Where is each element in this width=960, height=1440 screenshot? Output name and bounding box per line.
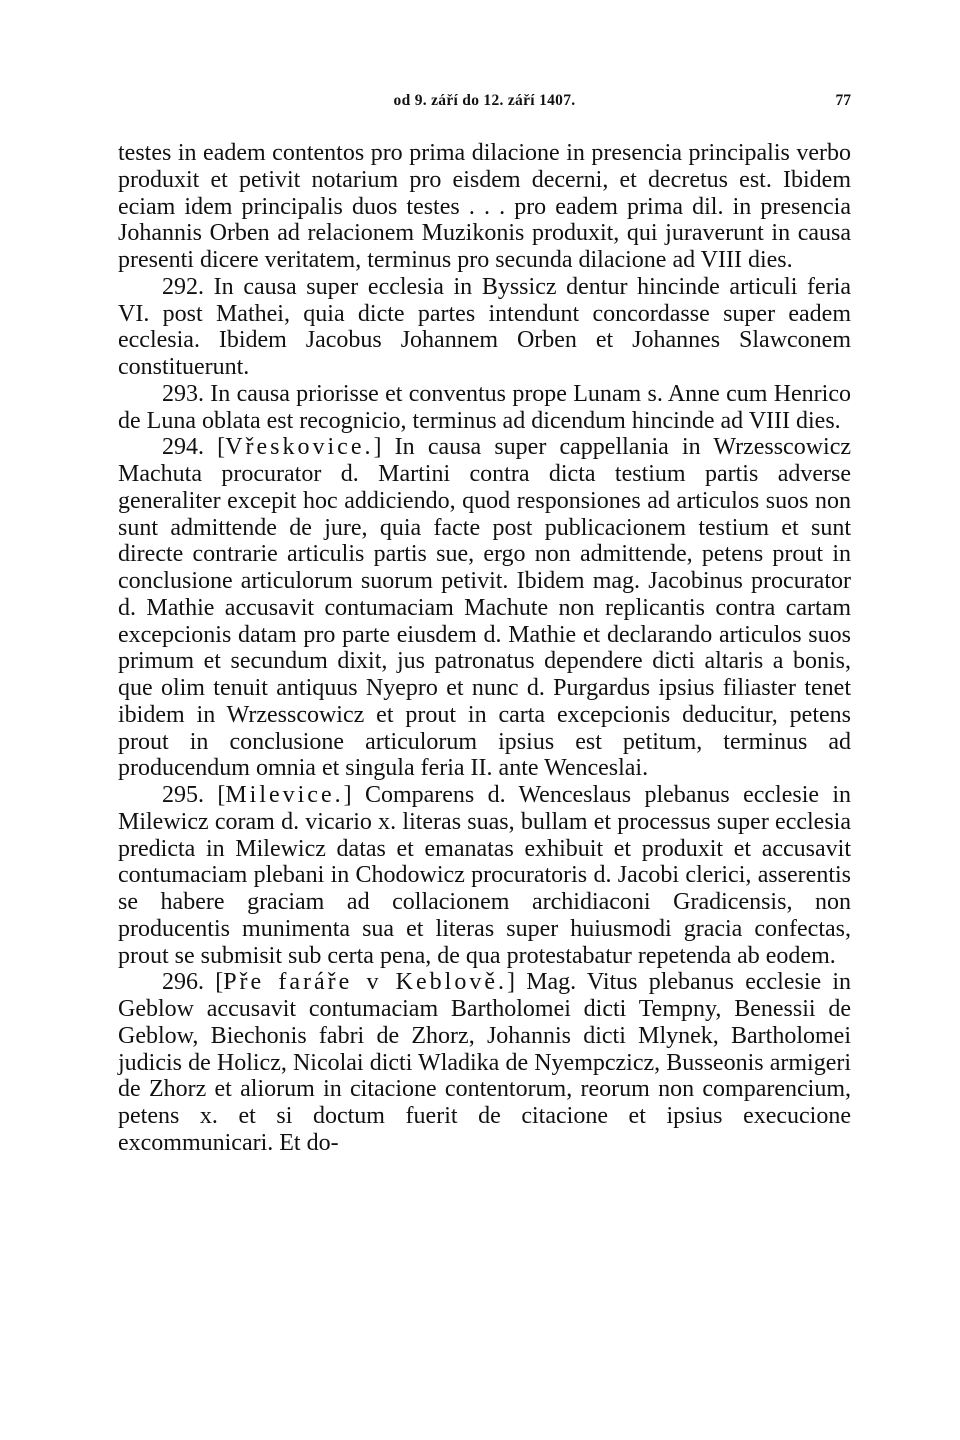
entry-296: 296. [Pře faráře v Keblově.] Mag. Vitus plebanus ecclesie in Geblow accusavit contumaciam Bartholomei dicti Tempny, Benessii de Geblow, Biechonis fabri de Zhorz, Johannis dicti Mlynek, Bartholomei judicis de Holicz, Nicolai dicti Wladika de Nyempczicz, Busseonis armigeri de Zhorz et aliorum in citacione contentorum, reorum non comparencium, petens x. et si doctum fuerit de citacione et ipsius execucione excommunicari. Et do- — [118, 969, 851, 1156]
entry-number: 292. — [162, 273, 204, 300]
entry-293 — [118, 381, 851, 435]
page-header — [118, 88, 851, 118]
entry-text: In causa super ecclesia in Byssicz dentur hincinde articuli feria VI. post Mathei, quia dicte partes intendunt concordasse super eadem ecclesia. Ibidem Jacobus Johannem Orben et Johannes Slawconem constituerunt. — [118, 273, 852, 380]
body-text — [118, 140, 851, 1157]
entry-heading: Milevice. — [225, 782, 344, 808]
entry-text: Comparens d. Wenceslaus plebanus ecclesie in Milewicz coram d. vicario x. literas suas, bullam et processus super ecclesia predicta in Milewicz datas et emanatas exhibuit et produxit et accusavit contumaciam plebani in Chodowicz procuratoris d. Jacobi clerici, asserentis se habere graciam ad collacionem archidiaconi Gradicensis, non producentis munimenta sua et literas super huiusmodi gracia confectas, prout se submisit sub certa pena, de qua protestabatur repetenda ab eodem. — [118, 782, 851, 969]
entry-heading: Vřeskovice. — [225, 434, 374, 461]
entry-text: In causa super cappellania in Wrzesscowicz Machuta procurator d. Martini contra dicta testium partis adverse generaliter excepit hoc addiciendo, quod responsiones ad articulos suos non sunt admittende de jure, quia facte post publicacionem testium et sunt directe contrarie articulis partis sue, ergo non admittende, petens prout in conclusione articulorum suorum petivit. Ibidem mag. Jacobinus procurator d. Mathie accusavit contumaciam Machute non replicantis contra cartam excepcionis datam pro parte eiusdem d. Mathie et declarando articulos suos primum et secundum dixit, jus patronatus dependere dicti altaris a bonis, que olim tenuit antiquus Nyepro et nunc d. Purgardus ipsius filiaster tenet ibidem in Wrzesscowicz et prout in carta excepcionis deducitur, petens prout in conclusione articulorum ipsius est petitum, terminus ad producendum omnia et singula feria II. ante Wenceslai. — [118, 434, 851, 782]
entry-number: 295. — [162, 782, 204, 808]
entry-heading: Pře faráře v Keblově. — [223, 969, 507, 996]
entry-294: 294. [Vřeskovice.] In causa super cappellania in Wrzesscowicz Machuta procurator d. Martini contra dicta testium partis adverse generaliter excepit hoc addiciendo, quod responsiones ad articulos suos non sunt admittende de jure, quia facte post publicacionem testium et sunt directe contrarie articulis partis sue, ergo non admittende, petens prout in conclusione articulorum suorum petivit. Ibidem mag. Jacobinus procurator d. Mathie accusavit contumaciam Machute non replicantis contra cartam excepcionis datam pro parte eiusdem d. Mathie et declarando articulos suos primum et secundum dixit, jus patronatus dependere dicti altaris a bonis, que olim tenuit antiquus Nyepro et nunc d. Purgardus ipsius filiaster tenet ibidem in Wrzesscowicz et prout in carta excepcionis deducitur, petens prout in conclusione articulorum ipsius est petitum, terminus ad producendum omnia et singula feria II. ante Wenceslai. — [118, 434, 851, 782]
book-page — [118, 88, 851, 1157]
paragraph-text: testes in eadem contentos pro prima dilacione in presencia principalis verbo produxit et petivit notarium pro eisdem decerni, et decretus est. Ibidem eciam idem principalis duos testes . . . pro eadem prima dil. in presencia Johannis Orben ad relacionem Muzikonis produxit, qui juraverunt in causa presenti dicere veritatem, terminus pro secunda dilacione ad VIII dies. — [118, 140, 851, 273]
entry-text: Mag. Vitus plebanus ecclesie in Geblow accusavit contumaciam Bartholomei dicti Tempny, Benessii de Geblow, Biechonis fabri de Zhorz, Johannis dicti Mlynek, Bartholomei judicis de Holicz, Nicolai dicti Wladika de Nyempczicz, Busseonis armigeri de Zhorz et aliorum in citacione contentorum, reorum non comparencium, petens x. et si doctum fuerit de citacione et ipsius execucione excommunicari. Et do- — [118, 969, 851, 1156]
entry-number: 293. — [162, 380, 204, 407]
entry-number: 296. — [162, 969, 204, 996]
entry-text: In causa priorisse et conventus prope Lunam s. Anne cum Henrico de Luna oblata est recognicio, terminus ad dicendum hincinde ad VIII dies. — [118, 380, 851, 434]
running-title: od 9. září do 12. září 1407. — [393, 92, 576, 109]
page-number: 77 — [835, 92, 851, 109]
entry-295: 295. [Milevice.] Comparens d. Wenceslaus plebanus ecclesie in Milewicz coram d. vicario x. literas suas, bullam et processus super ecclesia predicta in Milewicz datas et emanatas exhibuit et produxit et accusavit contumaciam plebani in Chodowicz procuratoris d. Jacobi clerici, asserentis se habere graciam ad collacionem archidiaconi Gradicensis, non producentis munimenta sua et literas super huiusmodi gracia confectas, prout se submisit sub certa pena, de qua protestabatur repetenda ab eodem. — [118, 782, 851, 969]
paragraph-continuation — [118, 140, 851, 274]
entry-292 — [118, 274, 851, 381]
entry-number: 294. — [162, 434, 204, 461]
